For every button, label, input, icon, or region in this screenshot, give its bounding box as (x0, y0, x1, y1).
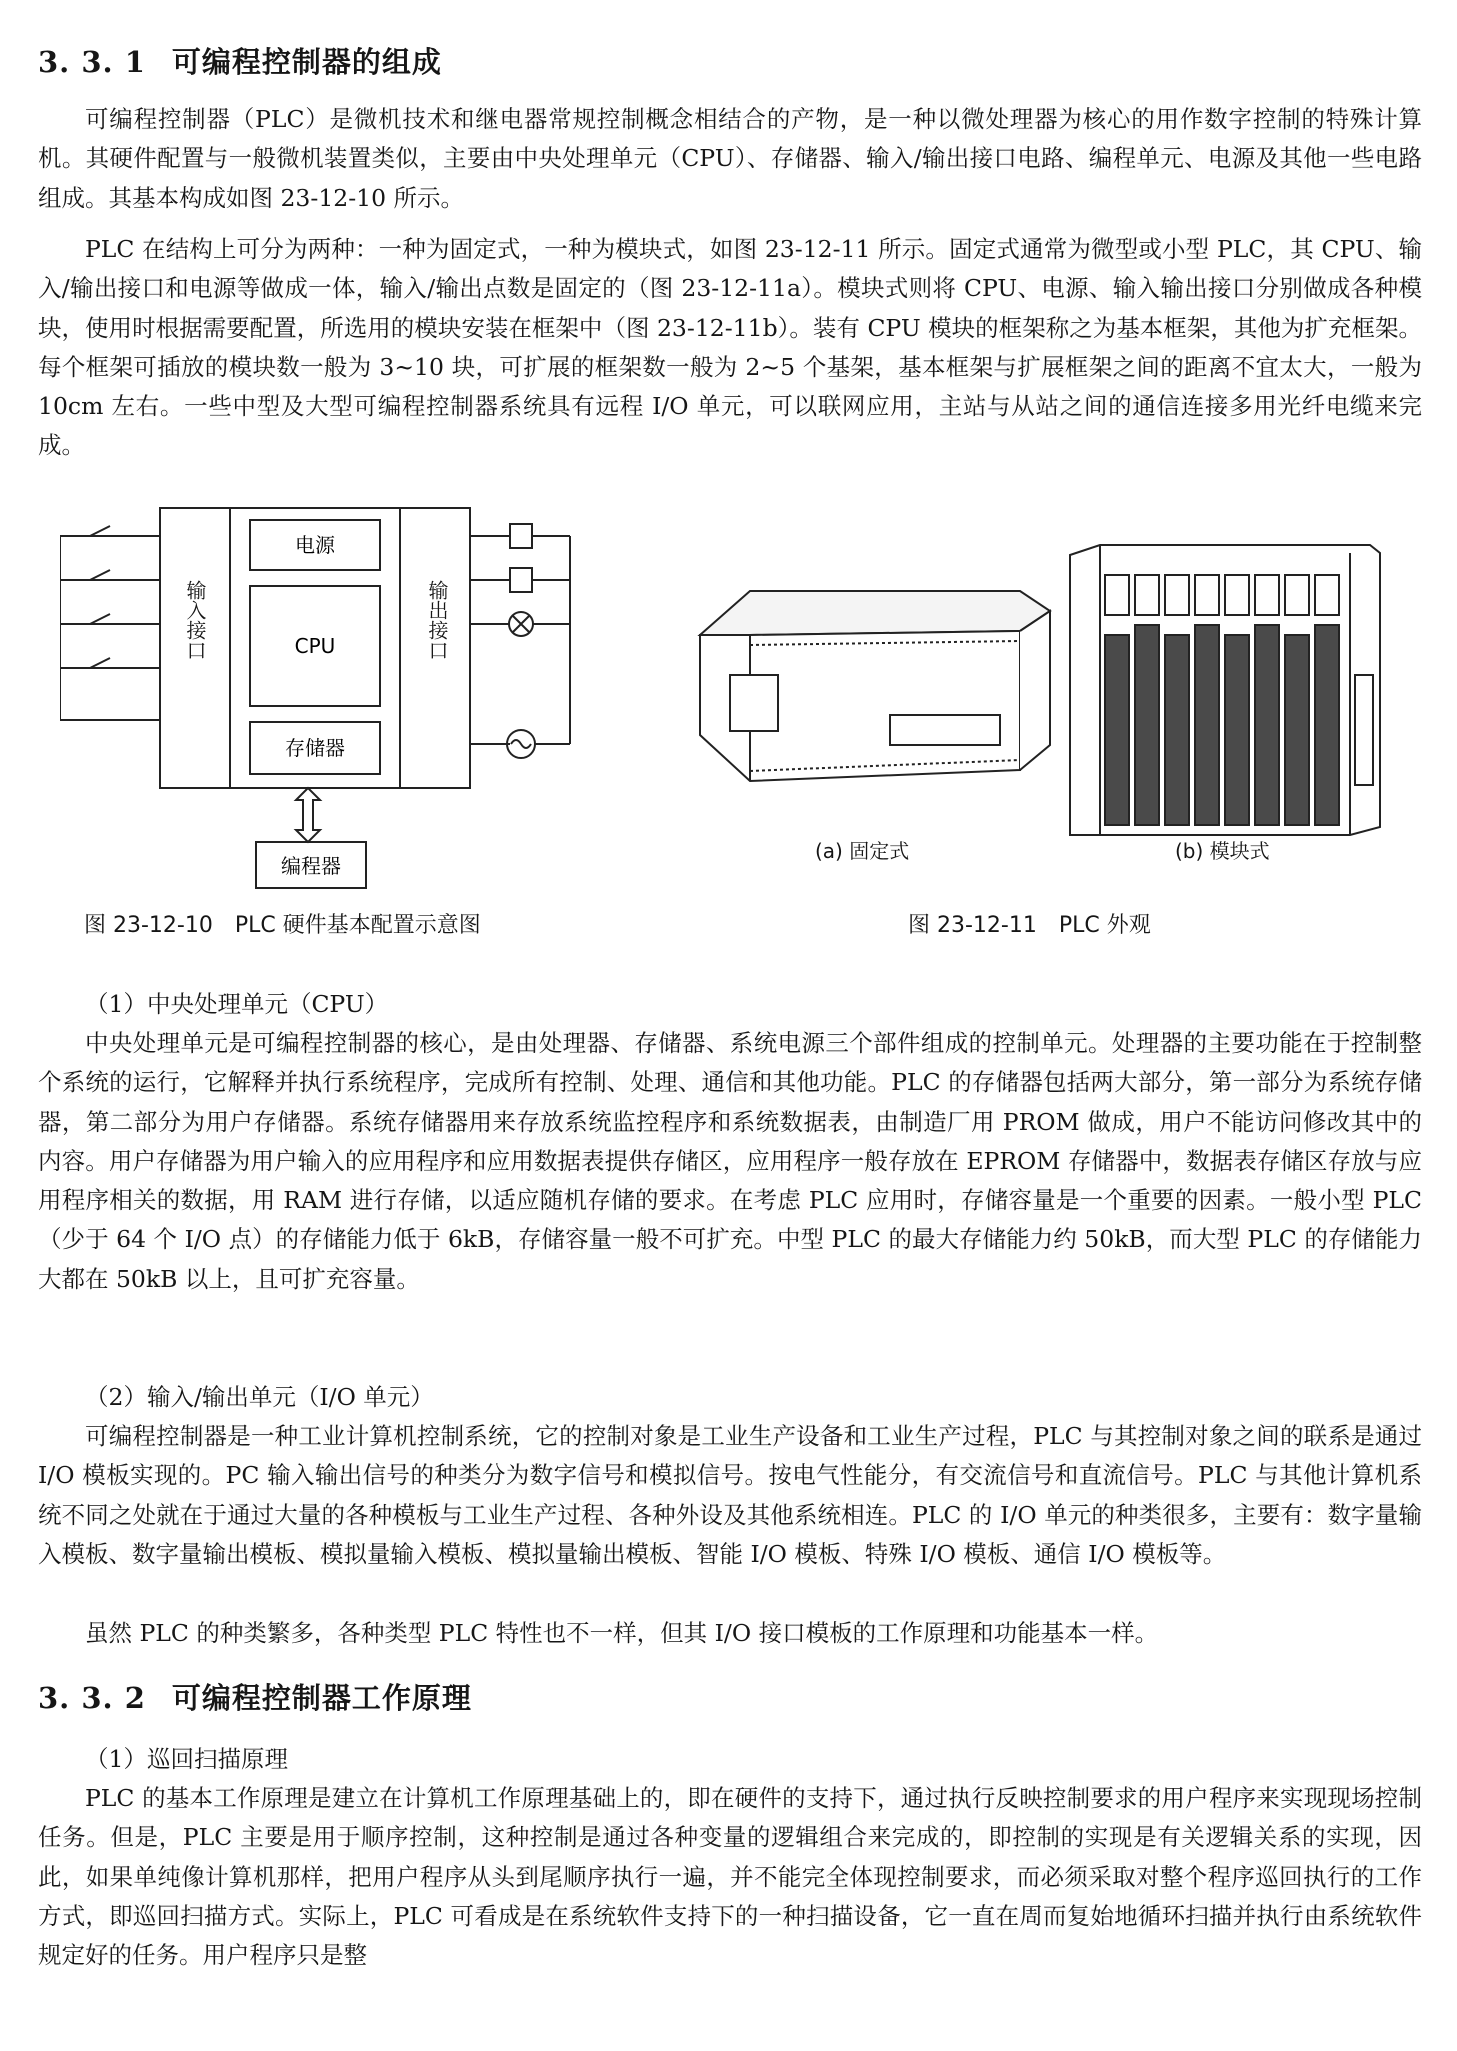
label-modular-type: (b) 模块式 (1175, 839, 1270, 863)
relay-coil-1 (510, 524, 532, 548)
section-title: 可编程控制器的组成 (171, 45, 442, 79)
subheading-cpu: （1）中央处理单元（CPU） (85, 990, 389, 1018)
power-label: 电源 (295, 533, 335, 557)
section-title-2: 可编程控制器工作原理 (171, 1681, 472, 1715)
memory-label: 存储器 (285, 736, 345, 760)
label-fixed-type: (a) 固定式 (815, 839, 910, 863)
paragraph-plc-intro: 可编程控制器（PLC）是微机技术和继电器常规控制概念相结合的产物，是一种以微处理器为核心的用作数字控制的特殊计算机。其硬件配置与一般微机装置类似，主要由中央处理单元（CPU）、存储器、输入/输出接口电路、编程单元、电源及其他一些电路组成。其基本构成如图 23-12-10 所示。 (38, 105, 1422, 212)
relay-coil-2 (510, 568, 532, 592)
figure-caption-23-12-11: 图 23-12-11 PLC 外观 (908, 913, 1151, 938)
programmer-label: 编程器 (281, 854, 341, 878)
section-heading-331 (38, 40, 442, 81)
plc-config-diagram (60, 500, 620, 900)
figure-plc-appearance (690, 535, 1390, 865)
paragraph-plc-structure: PLC 在结构上可分为两种：一种为固定式，一种为模块式，如图 23-12-11 所示。固定式通常为微型或小型 PLC，其 CPU、输入/输出接口和电源等做成一体，输入/输出点数是固定的（图 23-12-11a）。模块式则将 CPU、电源、输入输出接口分别做成各种模块，使用时根据需要配置，所选用的模块安装在框架中（图 23-12-11b）。装有 CPU 模块的框架称之为基本框架，其他为扩充框架。每个框架可插放的模块数一般为 3~10 块，可扩展的框架数一般为 2~5 个基架，基本框架与扩展框架之间的距离不宜太大，一般为 10cm 左右。一些中型及大型可编程控制器系统具有远程 I/O 单元，可以联网应用，主站与从站之间的通信连接多用光纤电缆来完成。 (38, 235, 1422, 460)
paragraph-cpu: 中央处理单元是可编程控制器的核心，是由处理器、存储器、系统电源三个部件组成的控制单元。处理器的主要功能在于控制整个系统的运行，它解释并执行系统程序，完成所有控制、处理、通信和其他功能。PLC 的存储器包括两大部分，第一部分为系统存储器，第二部分为用户存储器。系统存储器用来存放系统监控程序和系统数据表，由制造厂用 PROM 做成，用户不能访问修改其中的内容。用户存储器为用户输入的应用程序和应用数据表提供存储区，应用程序一般存放在 EPROM 存储器中，数据表存储区存放与应用程序相关的数据，用 RAM 进行存储，以适应随机存储的要求。在考虑 PLC 应用时，存储容量是一个重要的因素。一般小型 PLC（少于 64 个 I/O 点）的存储能力低于 6kB，存储容量一般不可扩充。中型 PLC 的最大存储能力约 50kB，而大型 PLC 的存储能力大都在 50kB 以上，且可扩充容量。 (38, 1029, 1422, 1293)
output-interface-label: 输出接口 (425, 580, 449, 660)
section-heading-332 (38, 1676, 472, 1717)
subheading-io: （2）输入/输出单元（I/O 单元） (85, 1383, 434, 1411)
plc-appearance-drawing (690, 535, 1390, 865)
fixed-plc-illustration (700, 591, 1050, 781)
input-interface-label: 输入接口 (183, 580, 207, 660)
subheading-scan: （1）巡回扫描原理 (85, 1745, 288, 1773)
modular-plc-illustration (1070, 545, 1380, 835)
paragraph-scan: PLC 的基本工作原理是建立在计算机工作原理基础上的，即在硬件的支持下，通过执行反映控制要求的用户程序来实现现场控制任务。但是，PLC 主要是用于顺序控制，这种控制是通过各种变量的逻辑组合来完成的，即控制的实现是有关逻辑关系的实现，因此，如果单纯像计算机那样，把用户程序从头到尾顺序执行一遍，并不能完全体现控制要求，而必须采取对整个程序巡回执行的工作方式，即巡回扫描方式。实际上，PLC 可看成是在系统软件支持下的一种扫描设备，它一直在周而复始地循环扫描并执行由系统软件规定好的任务。用户程序只是整 (38, 1784, 1422, 1970)
cpu-label: CPU (294, 634, 336, 658)
paragraph-io: 可编程控制器是一种工业计算机控制系统，它的控制对象是工业生产设备和工业生产过程，PLC 与其控制对象之间的联系是通过 I/O 模板实现的。PC 输入输出信号的种类分为数字信号和模拟信号。按电气性能分，有交流信号和直流信号。PLC 与其他计算机系统不同之处就在于通过大量的各种模板与工业生产过程、各种外设及其他系统相连。PLC 的 I/O 单元的种类很多，主要有：数字量输入模板、数字量输出模板、模拟量输入模板、模拟量输出模板、智能 I/O 模板、特殊 I/O 模板、通信 I/O 模板等。 (38, 1422, 1422, 1568)
paragraph-io-summary: 虽然 PLC 的种类繁多，各种类型 PLC 特性也不一样，但其 I/O 接口模板的工作原理和功能基本一样。 (85, 1619, 1159, 1647)
section-number: 3. 3. 1 (38, 45, 146, 79)
figure-caption-23-12-10: 图 23-12-10 PLC 硬件基本配置示意图 (84, 913, 481, 938)
section-number-2: 3. 3. 2 (38, 1681, 146, 1715)
figure-plc-hardware-config (60, 500, 620, 900)
